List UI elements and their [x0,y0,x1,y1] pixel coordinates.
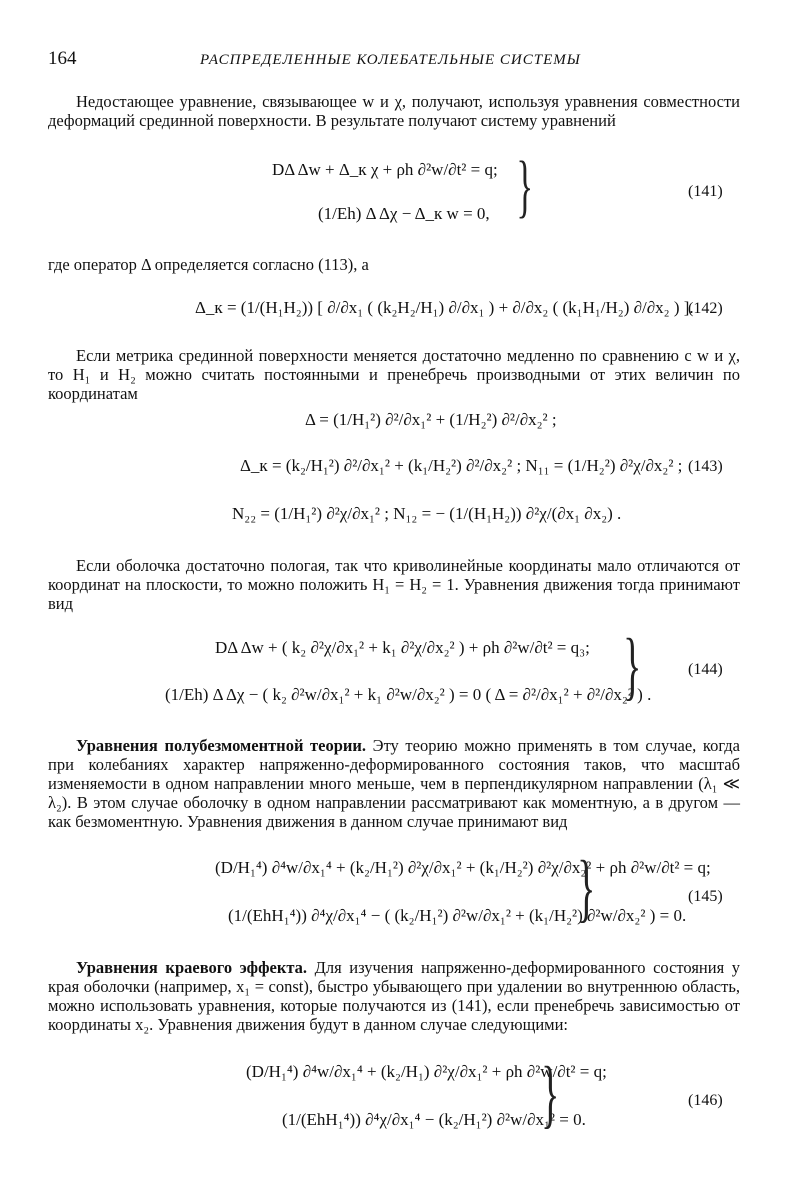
equation-141-line1: DΔ Δw + Δ_к χ + ρh ∂²w/∂t² = q; [272,160,498,179]
brace-145: } [577,846,596,930]
paragraph-semi-momentless-body: Эту теорию можно применять в том случае, когда при колебаниях характер напряженно-деформированного состояния таков, что масштаб изменяемости в одном направлении много меньше, чем в перпендикулярном направлении (λ₁ ≪ λ₂). В этом случае оболочку в одном направлении рассматривают как моментную, а в другом — как безмоментную. Уравнения движения в данном случае принимают вид [48,736,740,831]
paragraph-operator: где оператор Δ определяется согласно (113), а [48,255,369,274]
equation-146-line1: (D/H₁⁴) ∂⁴w/∂x₁⁴ + (k₂/H₁) ∂²χ/∂x₁² + ρh ∂²w/∂t² = q; [246,1062,607,1081]
equation-number-146: (146) [688,1092,723,1109]
equation-143-line3: N₂₂ = (1/H₁²) ∂²χ/∂x₁² ; N₁₂ = − (1/(H₁H₂)) ∂²χ/(∂x₁ ∂x₂) . [232,504,622,523]
brace-144: } [623,624,642,708]
brace-141: } [516,148,534,225]
equation-146-line2: (1/(EhH₁⁴)) ∂⁴χ/∂x₁⁴ − (k₂/H₁²) ∂²w/∂x₁² = 0. [282,1110,586,1129]
equation-145-line1: (D/H₁⁴) ∂⁴w/∂x₁⁴ + (k₂/H₁²) ∂²χ/∂x₁² + (k₁/H₂²) ∂²χ/∂x₂² + ρh ∂²w/∂t² = q; [215,858,711,877]
equation-144-line2: (1/Eh) Δ Δχ − ( k₂ ∂²w/∂x₁² + k₁ ∂²w/∂x₂² ) = 0 ( Δ = ∂²/∂x₁² + ∂²/∂x₂² ) . [165,685,652,704]
paragraph-edge-effect [48,958,740,1034]
equation-145-line2: (1/(EhH₁⁴)) ∂⁴χ/∂x₁⁴ − ( (k₂/H₁²) ∂²w/∂x₁² + (k₁/H₂²) ∂²w/∂x₂² ) = 0. [228,906,687,925]
section-title-edge-effect: Уравнения краевого эффекта. [76,958,308,977]
equation-number-145: (145) [688,888,723,905]
brace-146: } [541,1052,560,1136]
section-title-semi-momentless: Уравнения полубезмоментной теории. [76,736,367,755]
paragraph-compatibility: Недостающее уравнение, связывающее w и χ, получают, используя уравнения совместности деформаций срединной поверхности. В результате получают систему уравнений [48,92,740,130]
paragraph-semi-momentless [48,736,740,831]
running-title: РАСПРЕДЕЛЕННЫЕ КОЛЕБАТЕЛЬНЫЕ СИСТЕМЫ [200,52,581,68]
paragraph-metric: Если метрика срединной поверхности меняется достаточно медленно по сравнению с w и χ, то H₁ и H₂ можно считать постоянными и пренебречь производными от этих величин по координатам [48,346,740,403]
paragraph-edge-effect-body: Для изучения напряженно-деформированного состояния у края оболочки (например, x₁ = const), быстро убывающего при удалении во внутреннюю область, можно использовать уравнения, которые получаются из (141), если пренебречь зависимостью от координаты x₂. Уравнения движения будут в данном случае следующими: [48,958,740,1034]
paragraph-shallow-shell: Если оболочка достаточно пологая, так что криволинейные координаты мало отличаются от координат на плоскости, то можно положить H₁ = H₂ = 1. Уравнения движения тогда принимают вид [48,556,740,613]
equation-number-144: (144) [688,661,723,678]
equation-142: Δ_к = (1/(H₁H₂)) [ ∂/∂x₁ ( (k₂H₂/H₁) ∂/∂x₁ ) + ∂/∂x₂ ( (k₁H₁/H₂) ∂/∂x₂ ) ]. [195,298,694,317]
page-number: 164 [48,48,77,69]
equation-143-line1: Δ = (1/H₁²) ∂²/∂x₁² + (1/H₂²) ∂²/∂x₂² ; [305,410,557,429]
equation-number-143: (143) [688,458,723,475]
equation-number-141: (141) [688,183,723,200]
equation-141-line2: (1/Eh) Δ Δχ − Δ_к w = 0, [318,204,490,223]
equation-143-line2: Δ_к = (k₂/H₁²) ∂²/∂x₁² + (k₁/H₂²) ∂²/∂x₂² ; N₁₁ = (1/H₂²) ∂²χ/∂x₂² ; [240,456,683,475]
equation-144-line1: DΔ Δw + ( k₂ ∂²χ/∂x₁² + k₁ ∂²χ/∂x₂² ) + ρh ∂²w/∂t² = q₃; [215,638,590,657]
equation-number-142: (142) [688,300,723,317]
